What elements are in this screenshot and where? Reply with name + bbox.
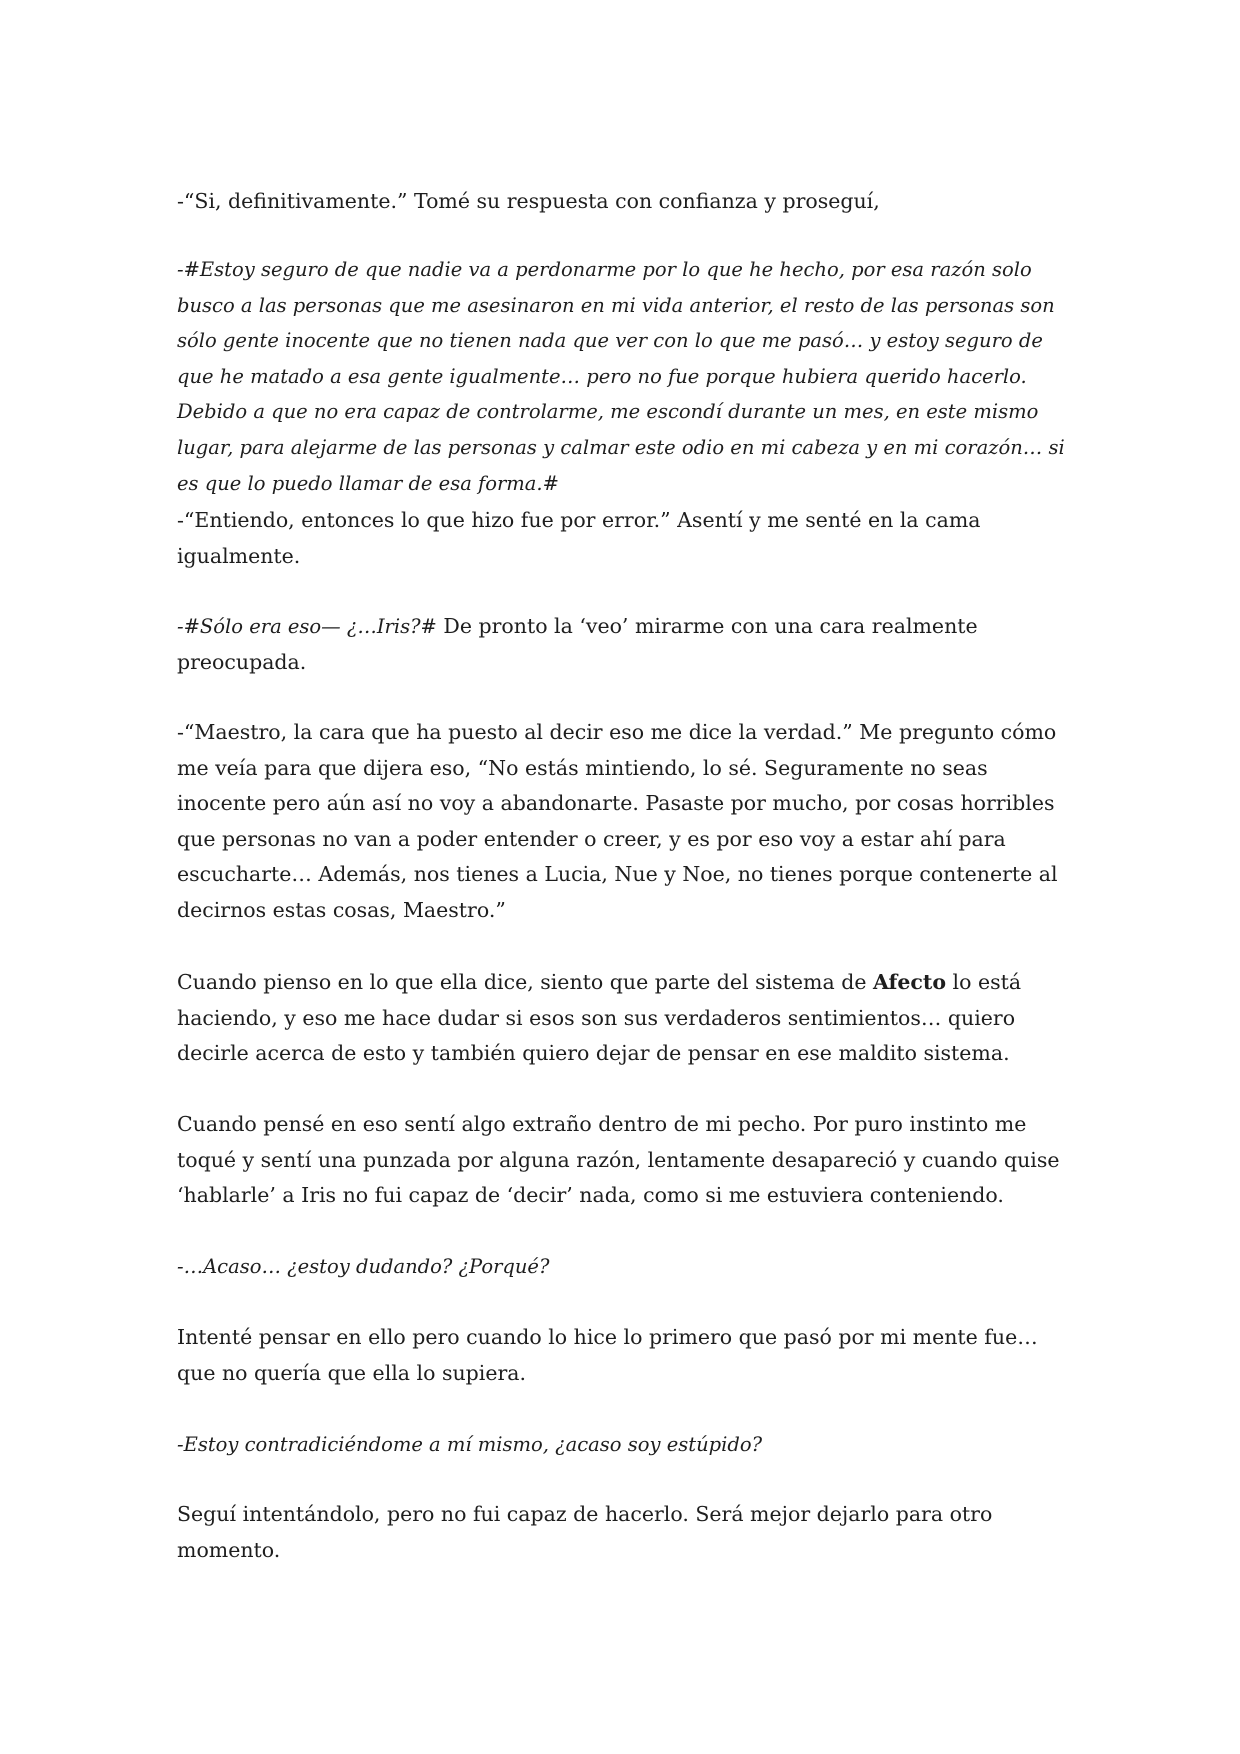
paragraph-3 <box>177 503 1070 574</box>
bold-term: Afecto <box>873 970 947 994</box>
paragraph-5 <box>177 715 1070 929</box>
paragraph-text: -#Estoy seguro de que nadie va a perdonarme por lo que he hecho, por esa razón solo busco a las personas que me asesinaron en mi vida anterior, el resto de las personas son sólo gente inocente que no tienen nada que ver con lo que me pasó… y estoy seguro de que he matado a esa gente igualmente… pero no fue porque hubiera querido hacerlo. Debido a que no era capaz de controlarme, me escondí durante un mes, en este mismo lugar, para alejarme de las personas y calmar este odio en mi cabeza y en mi corazón… si es que lo puedo llamar de esa forma.# <box>177 258 1065 495</box>
paragraph-1 <box>177 184 1070 220</box>
paragraph-10 <box>177 1427 1070 1463</box>
paragraph-11 <box>177 1497 1070 1568</box>
paragraph-text: Cuando pensé en eso sentí algo extraño dentro de mi pecho. Por puro instinto me toqué y sentí una punzada por alguna razón, lentamente desapareció y cuando quise ‘hablarle’ a Iris no fui capaz de ‘decir’ nada, como si me estuviera conteniendo. <box>177 1112 1060 1208</box>
paragraph-text: Intenté pensar en ello pero cuando lo hice lo primero que pasó por mi mente fue… que no quería que ella lo supiera. <box>177 1325 1038 1385</box>
paragraph-text: -…Acaso… ¿estoy dudando? ¿Porqué? <box>177 1255 550 1278</box>
paragraph-9 <box>177 1320 1070 1391</box>
paragraph-text: -“Maestro, la cara que ha puesto al decir eso me dice la verdad.” Me pregunto cómo me veía para que dijera eso, “No estás mintiendo, lo sé. Seguramente no seas inocente pero aún así no voy a abandonarte. Pasaste por mucho, por cosas horribles que personas no van a poder entender o creer, y es por eso voy a estar ahí para escucharte… Además, nos tienes a Lucia, Nue y Noe, no tienes porque contenerte al decirnos estas cosas, Maestro.” <box>177 720 1058 922</box>
paragraph-4 <box>177 609 1070 680</box>
paragraph-8 <box>177 1249 1070 1285</box>
paragraph-7 <box>177 1107 1070 1214</box>
thought-text: -#Sólo era eso— ¿…Iris?# <box>177 615 437 638</box>
paragraph-text: -“Si, definitivamente.” Tomé su respuesta con confianza y proseguí, <box>177 189 880 213</box>
paragraph-text: -“Entiendo, entonces lo que hizo fue por error.” Asentí y me senté en la cama igualmente. <box>177 508 981 568</box>
paragraph-text <box>177 965 1070 1072</box>
narration-text: lo está haciendo, y eso me hace dudar si esos son sus verdaderos sentimientos… quiero decirle acerca de esto y también quiero dejar de pensar en ese maldito sistema. <box>177 970 1022 1066</box>
paragraph-6 <box>177 965 1070 1072</box>
paragraph-text <box>177 609 1070 680</box>
narration-text: De pronto la ‘veo’ mirarme con una cara realmente preocupada. <box>177 614 978 674</box>
narration-text: Cuando pienso en lo que ella dice, siento que parte del sistema de <box>177 970 873 994</box>
paragraph-2 <box>177 252 1070 501</box>
paragraph-text: -Estoy contradiciéndome a mí mismo, ¿acaso soy estúpido? <box>177 1433 763 1456</box>
paragraph-text: Seguí intentándolo, pero no fui capaz de hacerlo. Será mejor dejarlo para otro momento. <box>177 1502 993 1562</box>
